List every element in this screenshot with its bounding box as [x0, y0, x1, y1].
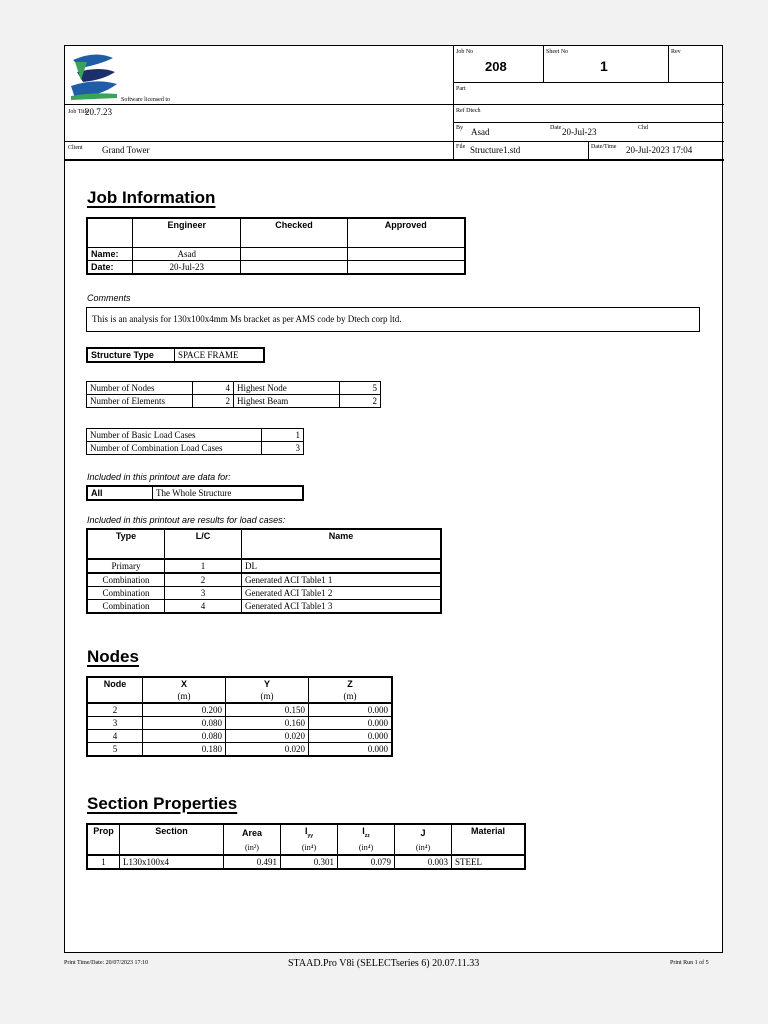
table-row	[87, 730, 392, 743]
node-z: 0.000	[309, 703, 393, 717]
table-row	[87, 587, 441, 600]
job-information-heading: Job Information	[87, 188, 216, 207]
lc-name: Generated ACI Table1 2	[242, 587, 442, 600]
lc-number: 4	[165, 600, 242, 614]
comb-lc-count: 3	[262, 442, 304, 455]
client-label: Client	[68, 145, 83, 151]
section-properties-heading: Section Properties	[87, 794, 238, 813]
lc-type-header: Type	[87, 529, 165, 559]
job-no-label: Job No	[456, 49, 474, 55]
iyy-col-header: $I_{yy}$	[281, 824, 338, 842]
file-value: Structure1.std	[470, 145, 521, 155]
table-row	[87, 573, 441, 587]
print-run: Print Run 1 of 5	[670, 960, 709, 966]
datetime-label: Date/Time	[591, 144, 617, 150]
engineer-date: 20-Jul-23	[133, 261, 241, 275]
client-value: Grand Tower	[102, 145, 150, 155]
section-properties-table	[86, 823, 526, 870]
section-material: STEEL	[452, 855, 526, 869]
lc-number: 3	[165, 587, 242, 600]
basic-lc-label: Number of Basic Load Cases	[87, 429, 262, 442]
file-label: File	[456, 144, 466, 150]
node-z: 0.000	[309, 743, 393, 757]
lc-type: Primary	[87, 559, 165, 573]
node-x: 0.180	[143, 743, 226, 757]
node-x: 0.080	[143, 717, 226, 730]
software-version: STAAD.Pro V8i (SELECTseries 6) 20.07.11.33	[288, 958, 480, 969]
lc-type: Combination	[87, 587, 165, 600]
prop-id: 1	[87, 855, 120, 869]
table-row	[87, 717, 392, 730]
nodes-table	[86, 676, 393, 757]
x-unit: (m)	[143, 690, 226, 703]
section-j: 0.003	[395, 855, 452, 869]
section-area: 0.491	[224, 855, 281, 869]
prop-col-header: Prop	[87, 824, 120, 855]
lc-name: Generated ACI Table1 1	[242, 573, 442, 587]
table-row	[87, 600, 441, 614]
lc-name-header: Name	[242, 529, 442, 559]
software-licensed-label: Software licensed to	[121, 97, 170, 103]
date-value: 20-Jul-23	[562, 127, 597, 137]
node-y: 0.020	[226, 730, 309, 743]
print-time: Print Time/Date: 20/07/2023 17:10	[64, 960, 149, 966]
comb-lc-label: Number of Combination Load Cases	[87, 442, 262, 455]
ref-label: Ref Dtech	[456, 108, 481, 114]
lc-number-header: L/C	[165, 529, 242, 559]
job-title-label: Job Title	[68, 109, 89, 115]
izz-col-header: $I_{zz}$	[338, 824, 395, 842]
nodes-heading: Nodes	[87, 647, 139, 666]
sheet-no-label: Sheet No	[546, 49, 569, 55]
date-label: Date	[550, 125, 562, 131]
approved-col-header: Approved	[347, 218, 465, 248]
checked-col-header: Checked	[241, 218, 347, 248]
table-row	[87, 559, 441, 573]
lc-name: DL	[242, 559, 442, 573]
section-izz: 0.079	[338, 855, 395, 869]
engineer-col-header: Engineer	[133, 218, 241, 248]
by-value: Asad	[471, 127, 490, 137]
lc-number: 2	[165, 573, 242, 587]
elements-count-label: Number of Elements	[87, 395, 193, 408]
part-label: Part	[456, 86, 466, 92]
node-id: 4	[87, 730, 143, 743]
node-id: 5	[87, 743, 143, 757]
table-row	[87, 703, 392, 717]
comments-label: Comments	[87, 293, 131, 303]
included-all-desc: The Whole Structure	[153, 486, 304, 500]
elements-count: 2	[193, 395, 234, 408]
date-row-label: Date:	[87, 261, 133, 275]
included-data-label: Included in this printout are data for:	[87, 472, 231, 482]
comments-box: This is an analysis for 130x100x4mm Ms bracket as per AMS code by Dtech corp ltd.	[86, 307, 700, 332]
name-row-label: Name:	[87, 248, 133, 261]
node-y: 0.020	[226, 743, 309, 757]
x-col-header: X	[143, 677, 226, 690]
datetime-value: 20-Jul-2023 17:04	[626, 145, 693, 155]
z-unit: (m)	[309, 690, 393, 703]
included-all: All	[87, 486, 153, 500]
highest-node: 5	[340, 382, 381, 395]
sheet-no-value: 1	[600, 58, 608, 74]
checked-label: Chd	[638, 125, 649, 131]
node-x: 0.200	[143, 703, 226, 717]
basic-lc-count: 1	[262, 429, 304, 442]
job-title-value: 20.7.23	[85, 107, 112, 117]
section-name: L130x100x4	[120, 855, 224, 869]
job-info-table	[86, 217, 466, 275]
structure-type-label: Structure Type	[87, 348, 175, 362]
by-label: By	[456, 125, 464, 131]
lc-type: Combination	[87, 573, 165, 587]
section-iyy: 0.301	[281, 855, 338, 869]
node-y: 0.160	[226, 717, 309, 730]
lc-number: 1	[165, 559, 242, 573]
nodes-count-label: Number of Nodes	[87, 382, 193, 395]
iyy-unit: (in⁴)	[281, 842, 338, 855]
structure-type-value: SPACE FRAME	[175, 348, 265, 362]
included-data-table	[86, 485, 304, 501]
nodes-count: 4	[193, 382, 234, 395]
included-results-label: Included in this printout are results for load cases:	[87, 515, 286, 525]
node-id: 2	[87, 703, 143, 717]
node-col-header: Node	[87, 677, 143, 703]
table-row	[87, 743, 392, 757]
report-page	[64, 45, 723, 953]
section-col-header: Section	[120, 824, 224, 855]
y-col-header: Y	[226, 677, 309, 690]
highest-beam-label: Highest Beam	[234, 395, 340, 408]
rev-label: Rev	[671, 49, 681, 55]
node-x: 0.080	[143, 730, 226, 743]
table-row	[87, 855, 525, 869]
area-unit: (in²)	[224, 842, 281, 855]
j-unit: (in⁴)	[395, 842, 452, 855]
lc-type: Combination	[87, 600, 165, 614]
job-no-value: 208	[485, 59, 507, 74]
load-case-count-table	[86, 428, 304, 455]
izz-unit: (in⁴)	[338, 842, 395, 855]
structure-type-table	[86, 347, 265, 363]
area-col-header: Area	[224, 824, 281, 842]
z-col-header: Z	[309, 677, 393, 690]
company-logo	[67, 50, 121, 102]
load-cases-table	[86, 528, 442, 614]
node-z: 0.000	[309, 717, 393, 730]
node-z: 0.000	[309, 730, 393, 743]
model-summary-table	[86, 381, 381, 408]
material-col-header: Material	[452, 824, 526, 855]
engineer-name: Asad	[133, 248, 241, 261]
highest-node-label: Highest Node	[234, 382, 340, 395]
lc-name: Generated ACI Table1 3	[242, 600, 442, 614]
y-unit: (m)	[226, 690, 309, 703]
node-y: 0.150	[226, 703, 309, 717]
j-col-header: J	[395, 824, 452, 842]
highest-beam: 2	[340, 395, 381, 408]
node-id: 3	[87, 717, 143, 730]
